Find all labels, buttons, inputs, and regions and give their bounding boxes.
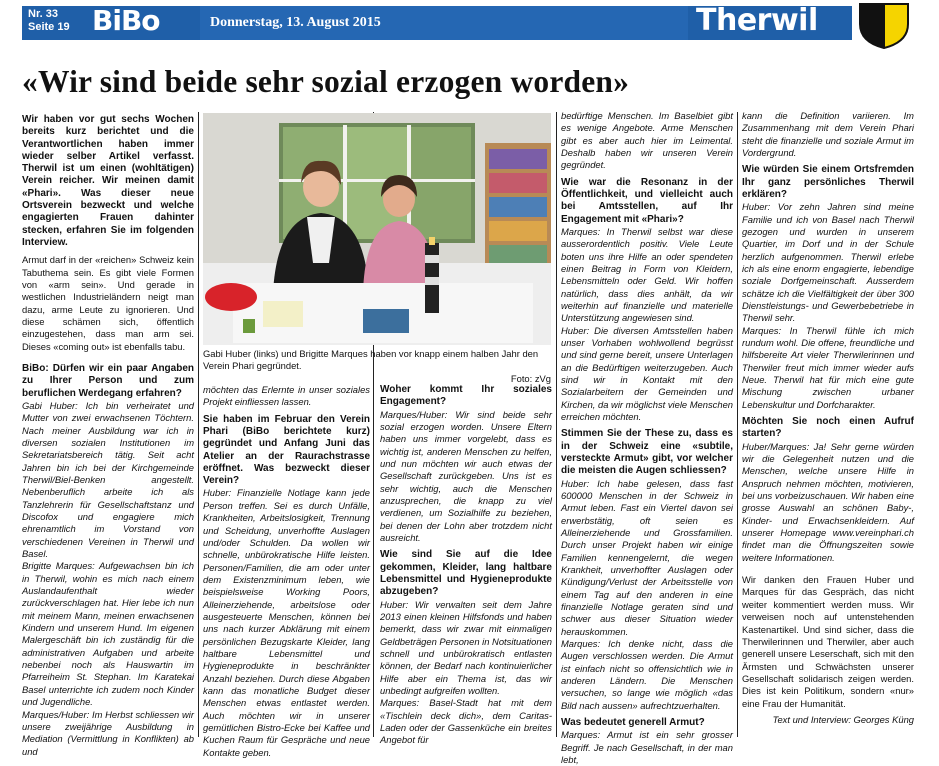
photo-caption [203,348,551,385]
answer-paragraph: Huber: Die diversen Amtsstellen haben unser Vorhaben wohlwollend begrüsst und sind gerne bereit, unsere Unterlagen an die Bedürftigen weiterzugeben. Auch sind wir in Kontakt mit den Sozialarbeitern der Gemeinden und Kirchen, da wir möglichst viele Menschen erreichen möchten. [561,324,733,423]
column-rule [198,112,199,737]
closing-paragraph: Wir danken den Frauen Huber und Marques für das Gespräch, das nicht weiter kommentiert werden muss. Wir verweisen noch auf untenstehenden Kastenartikel. Und sind sicher, dass die Therwilerinnen und Therwiler, aber auch generell unsere Leserschaft, sich mit den Ärmsten und Schwächsten unserer Gesellschaft solidarisch zeigen werden. Dies ist kein Politikum, sondern «nur» eine Frau der Humanität. [742,574,914,709]
answer-paragraph: bedürftige Menschen. Im Baselbiet gibt es wenige Angebote. Arme Menschen gibt es aber auch hier im Leimental. Deshalb haben wir unseren Verein gegründet. [561,110,733,171]
column-rule [556,112,557,737]
article-column-5 [742,110,914,726]
issue-date: Donnerstag, 13. August 2015 [210,15,381,30]
answer-paragraph: Marques/Huber: Im Herbst schliessen wir unsere zweijährige Ausbildung in Mediation (Vermittlung in Konflikten) ab und [22,708,194,757]
answer-paragraph: Marques: In Therwil fühle ich mich rundum wohl. Die offene, freundliche und hilfsbereite Art vieler Therwilerinnen und Therwiler freut mich immer wieder aufs Neue. Therwil hat für mich eine gute Mischung zwischen urbaner Lebenskultur und Dorfcharakter. [742,324,914,410]
therwil-crest-icon [858,2,910,50]
answer-paragraph: Gabi Huber: Ich bin verheiratet und Mutter von zwei erwachsenen Töchtern. Nach meiner Ausbildung war ich in diversen sozialen Institutionen im Sekretariatsbereich tätig. Seit acht Jahren bin ich bei der Kirchgemeinde Therwil/Biel-Benken angestellt. Nebenberuflich arbeite ich als Tanzlehrerin für Gesellschaftstanz und Discofox und engagiere mich ehrenamtlich im Vorstand von verschiedenen Vereinen in Therwil und Basel. [22,399,194,560]
article-column-4 [561,110,733,766]
article-column-3 [380,384,552,747]
answer-paragraph: Brigitte Marques: Aufgewachsen bin ich in Therwil, wohin es mich nach einem Auslandaufenthalt wieder zurückverschlagen hat. Hier lebe ich nun mit meinem Mann, meinen erwachsenen Kindern und unserem Hund. Im eigenen Malergeschäft bin ich zuständig für die administrativen Aufgaben und arbeite nebenbei noch als Hauswartin im Pfarreiheim St. Stephan. Im Karatekai Basel unterrichte ich zudem noch Kinder und Jugendliche. [22,560,194,708]
issue-info [28,8,70,34]
issue-number: Nr. 33 [28,8,58,20]
answer-paragraph: Marques: Ich denke nicht, dass die Augen verschlossen werden. Die Armut ist einfach nicht so offensichtlich wie in anderen Ländern. Die Menschen versuchen, so lange wie möglich «das Bild nach aussen» aufrechtzuerhalten. [561,638,733,711]
intro-paragraph: Armut darf in der «reichen» Schweiz kein Tabuthema sein. Es gibt viele Formen von «arm sein». Und gerade in westlichen Industrieländern neigt man dazu, arme Leute zu ignorieren. Und diese schämen sich, öffentlich einzugestehen, dass man arm sei. Dieses «coming out» ist ebenfalls tabu. [22,254,194,352]
answer-paragraph: Huber: Wir verwalten seit dem Jahre 2013 einen kleinen Hilfsfonds und haben bemerkt, dass wir zwar mit einmaligen Geldbeträgen Personen in Notsituationen schnell und unbürokratisch entlasten können, der Bedarf nach kontinuierlicher Hilfe aber ein Thema ist, das wir unbedingt aufgreifen wollten. [380,598,552,696]
answer-paragraph: Huber/Marques: Ja! Sehr gerne würden wir die Gelegenheit nutzen und die Menschen, welche unsere Hilfe in Anspruch nehmen möchten, motivieren, bei uns vorbeizuschauen. Wir haben eine grosse Auswahl an schönen Baby-, Kinder- und Erwachsenkleidern. Auf unserer Homepage www.vereinphari.ch findet man die Öffnungszeiten sowie weitere Informationen. [742,440,914,563]
answer-paragraph: kann die Definition variieren. Im Zusammenhang mit dem Verein Phari steht die finanzielle und soziale Armut im Vordergrund. [742,110,914,159]
question-heading: Wie war die Resonanz in der Öffentlichkeit, und vielleicht auch bei Amtsstellen, auf Ihr Engagement mit «Phari»? [561,176,733,225]
question-heading: Wie würden Sie einem Ortsfremden Ihr ganz persönliches Therwil erklären? [742,164,914,200]
question-heading: Was bedeutet generell Armut? [561,717,705,729]
answer-paragraph: Marques/Huber: Wir sind beide sehr sozial erzogen worden. Unsere Eltern haben uns immer vorgelebt, dass es wichtig ist, anderen Menschen zu helfen, und nun möchten wir auch etwas der Gesellschaft zurückgeben. Uns ist es sehr wichtig, auch die Menschen anzusprechen, die knapp zu viel verdienen, um Sozialhilfe zu beziehen, bei denen der Lohn aber trotzdem nicht ausreicht. [380,408,552,544]
answer-paragraph: Huber: Ich habe gelesen, dass fast 600000 Menschen in der Schweiz in Armut leben. Fast ein Viertel davon sei erwerbstätig, oft seien es Alleinerziehende und Grossfamilien. Durch unser Projekt haben wir einige Familien kennengelernt, die wegen Krankheit, unverhoffter Auslagen oder Kündigung/Verlust der Arbeitsstelle von einem Tag auf den anderen in eine finanzielle Notlage geraten sind und schwer aus dieser Situation wieder herauskommen. [561,477,733,637]
question-heading: Wie sind Sie auf die Idee gekommen, Kleider, lang haltbare Lebensmittel und Hygieneprodukte abzugeben? [380,549,552,598]
article-column-1 [22,114,194,758]
article-photo [203,113,551,345]
answer-paragraph: Marques: Armut ist ein sehr grosser Begriff. Je nach Gesellschaft, in der man lebt, [561,729,733,766]
town-name: Therwil [696,3,818,38]
article-column-2 [203,384,370,759]
bibo-logo: BiBo [92,4,160,37]
answer-paragraph: Marques: In Therwil selbst war diese ausserordentlich positiv. Viele Leute boten uns ihre Hilfe an oder spendeten einen Beitrag in Form von Kleidern, Lebensmitteln oder Geld. Wir hoffen natürlich, dass dies anhält, da wir weiterhin auf finanzielle und materielle Unterstützung angewiesen sind. [561,225,733,324]
column-rule [737,112,738,737]
question-heading: BiBo: Dürfen wir ein paar Angaben zu Ihrer Person und zum beruflichen Werdegang erfahren? [22,363,194,399]
question-heading: Möchten Sie noch einen Aufruf starten? [742,416,914,440]
answer-paragraph: Huber: Vor zehn Jahren sind meine Familie und ich von Basel nach Therwil gezogen und wurden in unserem Quartier, im Dorf und in der Schule herzlich aufgenommen. Therwil erlebe ich als eine enorm engagierte, lebendige soziale Dorfgemeinschaft. Ausserdem schätze ich die Vielfältigkeit der über 300 Dienstleistungs- und Gewerbebetriebe in Therwil sehr. [742,201,914,324]
question-heading: Sie haben im Februar den Verein Phari (BiBo berichtete kurz) gegründet und Anfang Juni das Atelier an der Raurachstrasse eröffnet. Was bezweckt dieser Verein? [203,413,370,487]
answer-paragraph: Huber: Finanzielle Notlage kann jede Person treffen. Sei es durch Unfälle, Krankheiten, Arbeitslosigkeit, Trennung und Scheidung, unverhoffte Auslagen und/oder Schulden. Da wollen wir schnelle, unbürokratische Hilfe leisten. Personen/Familien, die am oder unter dem Existenzminimum leben, wie beispielsweise Working Poors, Alleinerziehende, arbeitslose oder ausgesteuerte Menschen, können bei uns nach kurzer Abklärung mit einem persönlichen Bezugskarte Kleider, lang haltbare Lebensmittel und Hygieneprodukte in beschränkter Anzahl beziehen. Durch diese Abgaben kann das monatliche Budget dieser Menschen etwas entlastet werden. Auch möchten wir in unserer gemütlichen Bistro-Ecke bei Kaffee und Kuchen Raum für Gespräche und neue Kontakte geben. [203,487,370,758]
answer-paragraph: Marques: Basel-Stadt hat mit dem «Tischlein deck dich», dem Caritas-Laden oder der Gassenküche ein breites Angebot für [380,697,552,746]
article-lead: Wir haben vor gut sechs Wochen bereits kurz berichtet und die Verantwortlichen haben immer wieder selber Artikel verfasst. Therwil ist um einen (wohltätigen) Verein reicher. Wir meinen damit «Phari». Was dieser neue Ortsverein bezweckt und welche engagierten Frauen dahinter stecken, erfahren Sie im folgenden Interview. [22,114,194,248]
caption-text: Gabi Huber (links) und Brigitte Marques haben vor knapp einem halben Jahr den Verein Phari gegründet. [203,348,539,372]
author-signature: Text und Interview: Georges Küng [772,713,914,725]
question-heading: Woher kommt Ihr soziales Engagement? [380,384,552,408]
page-number: Seite 19 [28,21,70,33]
photo-credit: Foto: zVg [510,372,551,384]
answer-paragraph: möchten das Erlernte in unser soziales Projekt einfliessen lassen. [203,384,370,408]
question-heading: Stimmen Sie der These zu, dass es in der Schweiz eine «subtile, versteckte Armut» gibt, vor welcher die meisten die Augen schliessen? [561,428,733,477]
photo-illustration [203,113,551,345]
page-header [0,0,939,44]
article-headline: «Wir sind beide sehr sozial erzogen worden» [22,64,630,99]
